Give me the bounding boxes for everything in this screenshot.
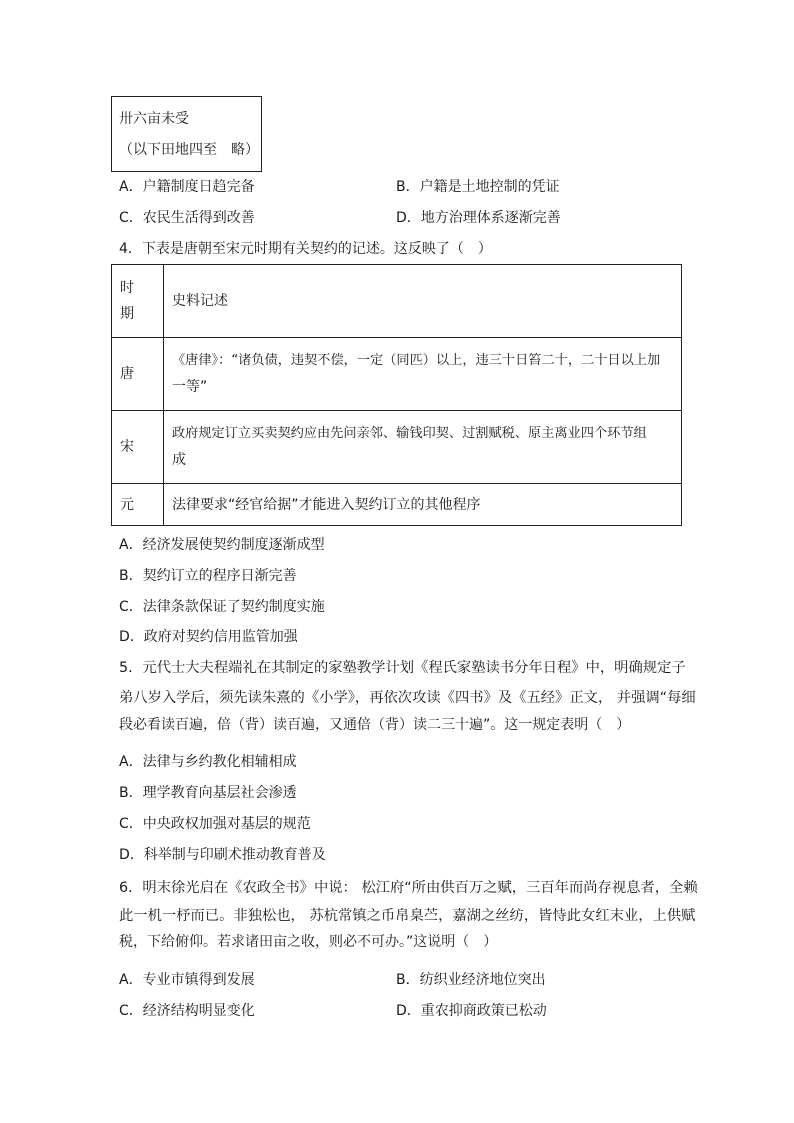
q4-history-table (111, 264, 682, 526)
q4-option-d[interactable]: D．政府对契约信用监管加强 (119, 629, 298, 645)
row-period-cell: 元 (112, 484, 164, 526)
q5-option-b[interactable]: B．理学教育向基层社会渗透 (119, 785, 297, 801)
q3-option-b[interactable]: B．户籍是土地控制的凭证 (396, 179, 560, 195)
row-record-cell (164, 411, 682, 484)
record-line: 成 (172, 452, 186, 468)
q5-stem-line1: 5．元代士大夫程端礼在其制定的家塾教学计划《程氏家塾读书分年日程》中，明确规定子 (119, 660, 686, 676)
table-row (112, 411, 682, 484)
table-row (112, 338, 682, 411)
header-record-cell (164, 265, 682, 338)
q6-stem-line3: 税，下给俯仰。若求诸田亩之收，则必不可办。”这说明（ ） (119, 934, 498, 950)
header-record-label: 史料记述 (172, 293, 228, 309)
q3-excerpt-line2: （以下田地四至 略） (119, 142, 259, 158)
q5-stem-line3: 段必看读百遍，倍（背）读百遍，又通倍（背）读二三十遍”。这一规定表明（ ） (119, 717, 631, 733)
q6-stem-line2: 此一机一杼而已。非独松也， 苏杭常镇之币帛臬苎，嘉湖之丝纺，皆恃此女红末业，上供赋 (119, 908, 696, 924)
header-period-cell (112, 265, 164, 338)
q3-excerpt-line1: 卅六亩未受 (119, 111, 189, 127)
record-line: 《唐律》：“诸负债，违契不偿，一定（同匹）以上，违三十日笞二十，二十日以上加 (172, 353, 661, 368)
q5-option-d[interactable]: D．科举制与印刷术推动教育普及 (119, 847, 326, 863)
q5-option-c[interactable]: C．中央政权加强对基层的规范 (119, 816, 311, 832)
table-row (112, 484, 682, 526)
header-period-char2: 期 (120, 306, 134, 322)
row-record-cell (164, 338, 682, 411)
row-record-cell (164, 484, 682, 526)
q5-stem-line2: 弟八岁入学后，须先读朱熹的《小学》，再依次攻读《四书》及《五经》正文， 并强调“每细 (119, 690, 696, 706)
record-line: 法律要求“经官给据”才能进入契约订立的其他程序 (172, 496, 481, 513)
row-period-cell: 宋 (112, 411, 164, 484)
q6-option-d[interactable]: D．重农抑商政策已松动 (396, 1003, 547, 1019)
table-header-row (112, 265, 682, 338)
q6-option-b[interactable]: B．纺织业经济地位突出 (396, 972, 546, 988)
q4-option-c[interactable]: C．法律条款保证了契约制度实施 (119, 599, 325, 615)
row-period-cell: 唐 (112, 338, 164, 411)
q6-option-c[interactable]: C．经济结构明显变化 (119, 1003, 255, 1019)
record-line: 一等” (172, 379, 208, 395)
q4-stem: 4．下表是唐朝至宋元时期有关契约的记述。这反映了（ ） (119, 241, 492, 257)
record-line: 政府规定订立买卖契约应由先问亲邻、输钱印契、过割赋税、原主离业四个环节组 (172, 426, 647, 441)
header-period-char1: 时 (120, 280, 134, 296)
q4-option-b[interactable]: B．契约订立的程序日渐完善 (119, 568, 297, 584)
q3-option-d[interactable]: D．地方治理体系逐渐完善 (396, 210, 561, 226)
q3-option-c[interactable]: C．农民生活得到改善 (119, 210, 255, 226)
q3-excerpt-box (111, 96, 262, 172)
q3-option-a[interactable]: A．户籍制度日趋完备 (119, 179, 255, 195)
q6-option-a[interactable]: A．专业市镇得到发展 (119, 972, 255, 988)
q5-option-a[interactable]: A．法律与乡约教化相辅相成 (119, 754, 297, 770)
q4-option-a[interactable]: A．经济发展使契约制度逐渐成型 (119, 537, 325, 553)
q6-stem-line1: 6．明末徐光启在《农政全书》中说： 松江府“所由供百万之赋，三百年而尚存视息者，全赖 (119, 880, 698, 896)
